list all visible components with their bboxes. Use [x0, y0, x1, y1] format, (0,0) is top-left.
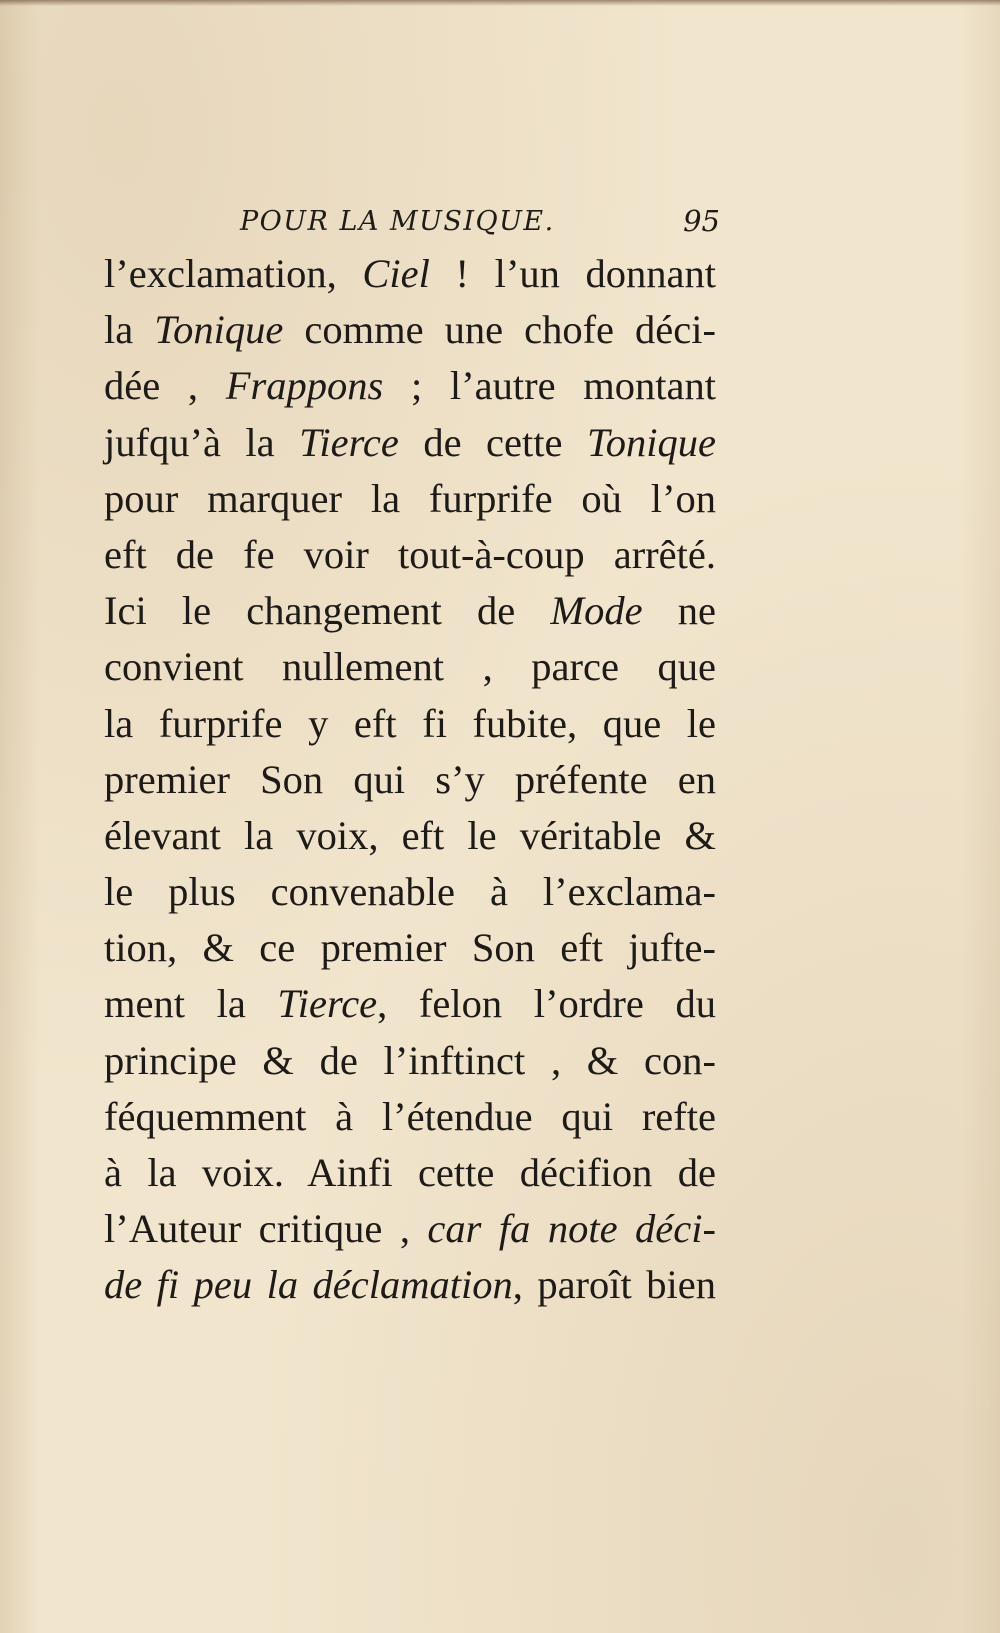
page-number: 95	[683, 204, 720, 238]
text-segment: le plus convenable à l’exclama-	[104, 869, 716, 915]
text-line	[104, 639, 716, 695]
text-segment: principe & de l’inftinct , & con-	[104, 1037, 716, 1083]
italic-text: Frappons	[225, 363, 384, 409]
text-segment: comme une chofe déci-	[283, 307, 716, 353]
text-segment: ; l’autre montant	[383, 363, 717, 409]
text-segment: dée ,	[104, 363, 226, 409]
text-segment: la	[104, 307, 155, 353]
text-segment: eft de fe voir tout-à-coup arrêté.	[104, 531, 716, 577]
italic-text: Mode	[550, 588, 643, 634]
text-line	[104, 246, 716, 302]
italic-text: Tonique	[586, 419, 716, 465]
text-line	[104, 583, 716, 639]
text-segment: pour marquer la furprife où l’on	[104, 475, 716, 521]
italic-text: car fa note déci-	[427, 1206, 716, 1252]
text-line	[104, 527, 716, 583]
text-segment: féquemment à l’étendue qui refte	[104, 1093, 716, 1139]
page-top-edge	[0, 0, 1000, 6]
text-segment: convient nullement , parce que	[104, 644, 716, 690]
italic-text: Ciel	[362, 251, 430, 296]
text-segment: , paroît bien	[512, 1262, 716, 1308]
text-line	[104, 696, 716, 752]
text-segment: , felon l’ordre du	[377, 981, 716, 1027]
text-segment: ne	[642, 588, 716, 634]
text-line	[104, 302, 716, 358]
running-head-title: POUR LA MUSIQUE.	[240, 206, 555, 237]
text-line	[104, 1089, 716, 1145]
text-segment: la furprife y eft fi fubite, que le	[104, 700, 716, 746]
text-line	[104, 920, 716, 976]
text-segment: tion, & ce premier Son eft jufte-	[104, 925, 716, 971]
text-segment: Ici le changement de	[104, 588, 551, 634]
text-segment: l’Auteur critique ,	[104, 1206, 428, 1252]
text-line	[104, 471, 716, 527]
text-line	[104, 1201, 716, 1257]
text-segment: à la voix. Ainfi cette décifion de	[104, 1150, 716, 1195]
text-segment: jufqu’à la	[104, 419, 300, 465]
text-line	[104, 358, 716, 414]
text-segment: l’exclamation,	[104, 251, 363, 296]
text-line	[104, 1033, 716, 1089]
text-segment: de cette	[398, 419, 587, 465]
text-line	[104, 752, 716, 808]
text-line	[104, 808, 716, 864]
text-line	[104, 864, 716, 920]
italic-text: Tonique	[154, 307, 284, 353]
text-segment: premier Son qui s’y préfente en	[104, 756, 716, 802]
italic-text: de fi peu la déclamation	[104, 1262, 513, 1308]
italic-text: Tierce	[277, 981, 378, 1027]
text-line	[104, 1145, 716, 1201]
text-line	[104, 1257, 716, 1313]
text-segment: ! l’un donnant	[429, 251, 716, 296]
italic-text: Tierce	[299, 419, 399, 465]
text-line	[104, 415, 716, 471]
text-segment: ment la	[104, 981, 278, 1027]
book-page	[104, 198, 720, 1314]
text-line	[104, 976, 716, 1032]
running-head	[104, 198, 720, 246]
body-text	[104, 246, 716, 1314]
text-segment: élevant la voix, eft le véritable &	[104, 812, 716, 858]
